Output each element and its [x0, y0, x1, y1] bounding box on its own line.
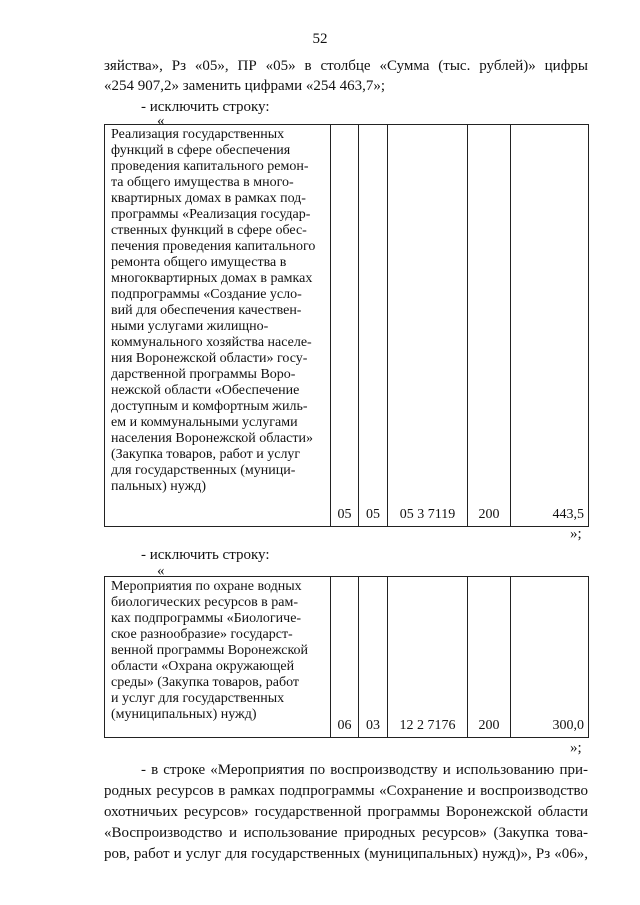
- table-row: [105, 125, 589, 527]
- block1-amount: 443,5: [511, 125, 589, 527]
- final-line-5: ров, работ и услуг для государственных (муниципальных) нужд)», Рз «06»,: [104, 846, 588, 862]
- page-number: 52: [312, 31, 328, 47]
- block2-pr: 03: [359, 577, 388, 738]
- final-line-3: охотничьих ресурсов» государственной программы Воронежской области: [104, 804, 588, 820]
- final-line-1: - в строке «Мероприятия по воспроизводству и использованию при-: [141, 762, 588, 778]
- block2-table: [104, 576, 589, 738]
- intro-line-2: «254 907,2» заменить цифрами «254 463,7»;: [104, 78, 386, 94]
- final-line-2: родных ресурсов в рамках подпрограммы «Сохранение и воспроизводство: [104, 783, 588, 799]
- block1-csr: 05 3 7119: [388, 125, 468, 527]
- block2-vr: 200: [468, 577, 511, 738]
- block1-pr: 05: [359, 125, 388, 527]
- block2-amount: 300,0: [511, 577, 589, 738]
- block1-name-text: Реализация государственных функций в сфере обеспечения проведения капитального ремон- та общего имущества в много- квартирных домах в рамках под- программы «Реализация государ- ственных функций в сфере обес- печения проведения капитального ремонта общего имущества в многоквартирных домах в рамках подпрограммы «Создание усло- вий для обеспечения качествен- ными услугами жилищно- коммунального хозяйства населе- ния Воронежской области» госу- дарственной программы Воро- нежской области «Обеспечение доступным и комфортным жиль- ем и коммунальными услугами населения Воронежской области» (Закупка товаров, работ и услуг для государственных (муници- пальных) нужд): [111, 127, 316, 494]
- table-row: [105, 577, 589, 738]
- block2-rz: 06: [331, 577, 359, 738]
- block2-name-text: Мероприятия по охране водных биологических ресурсов в рам- ках подпрограммы «Биологиче- ское разнообразие» государст- венной программы Воронежской области «Охрана окружающей среды» (Закупка товаров, работ и услуг для государственных (муниципальных) нужд): [111, 579, 309, 722]
- block2-instruction: - исключить строку:: [141, 547, 270, 563]
- block1-name-cell: [105, 125, 331, 527]
- block1-open-quote: «: [157, 113, 165, 129]
- block1-rz: 05: [331, 125, 359, 527]
- block1-instruction: - исключить строку:: [141, 99, 270, 115]
- final-line-4: «Воспроизводство и использование природных ресурсов» (Закупка това-: [104, 825, 588, 841]
- block1-vr: 200: [468, 125, 511, 527]
- intro-line-1: зяйства», Рз «05», ПР «05» в столбце «Сумма (тыс. рублей)» цифры: [104, 58, 588, 74]
- block2-close-quote: »;: [570, 740, 582, 756]
- block2-open-quote: «: [157, 563, 165, 579]
- block1-table: [104, 124, 589, 527]
- block2-name-cell: [105, 577, 331, 738]
- block1-close-quote: »;: [570, 526, 582, 542]
- block2-csr: 12 2 7176: [388, 577, 468, 738]
